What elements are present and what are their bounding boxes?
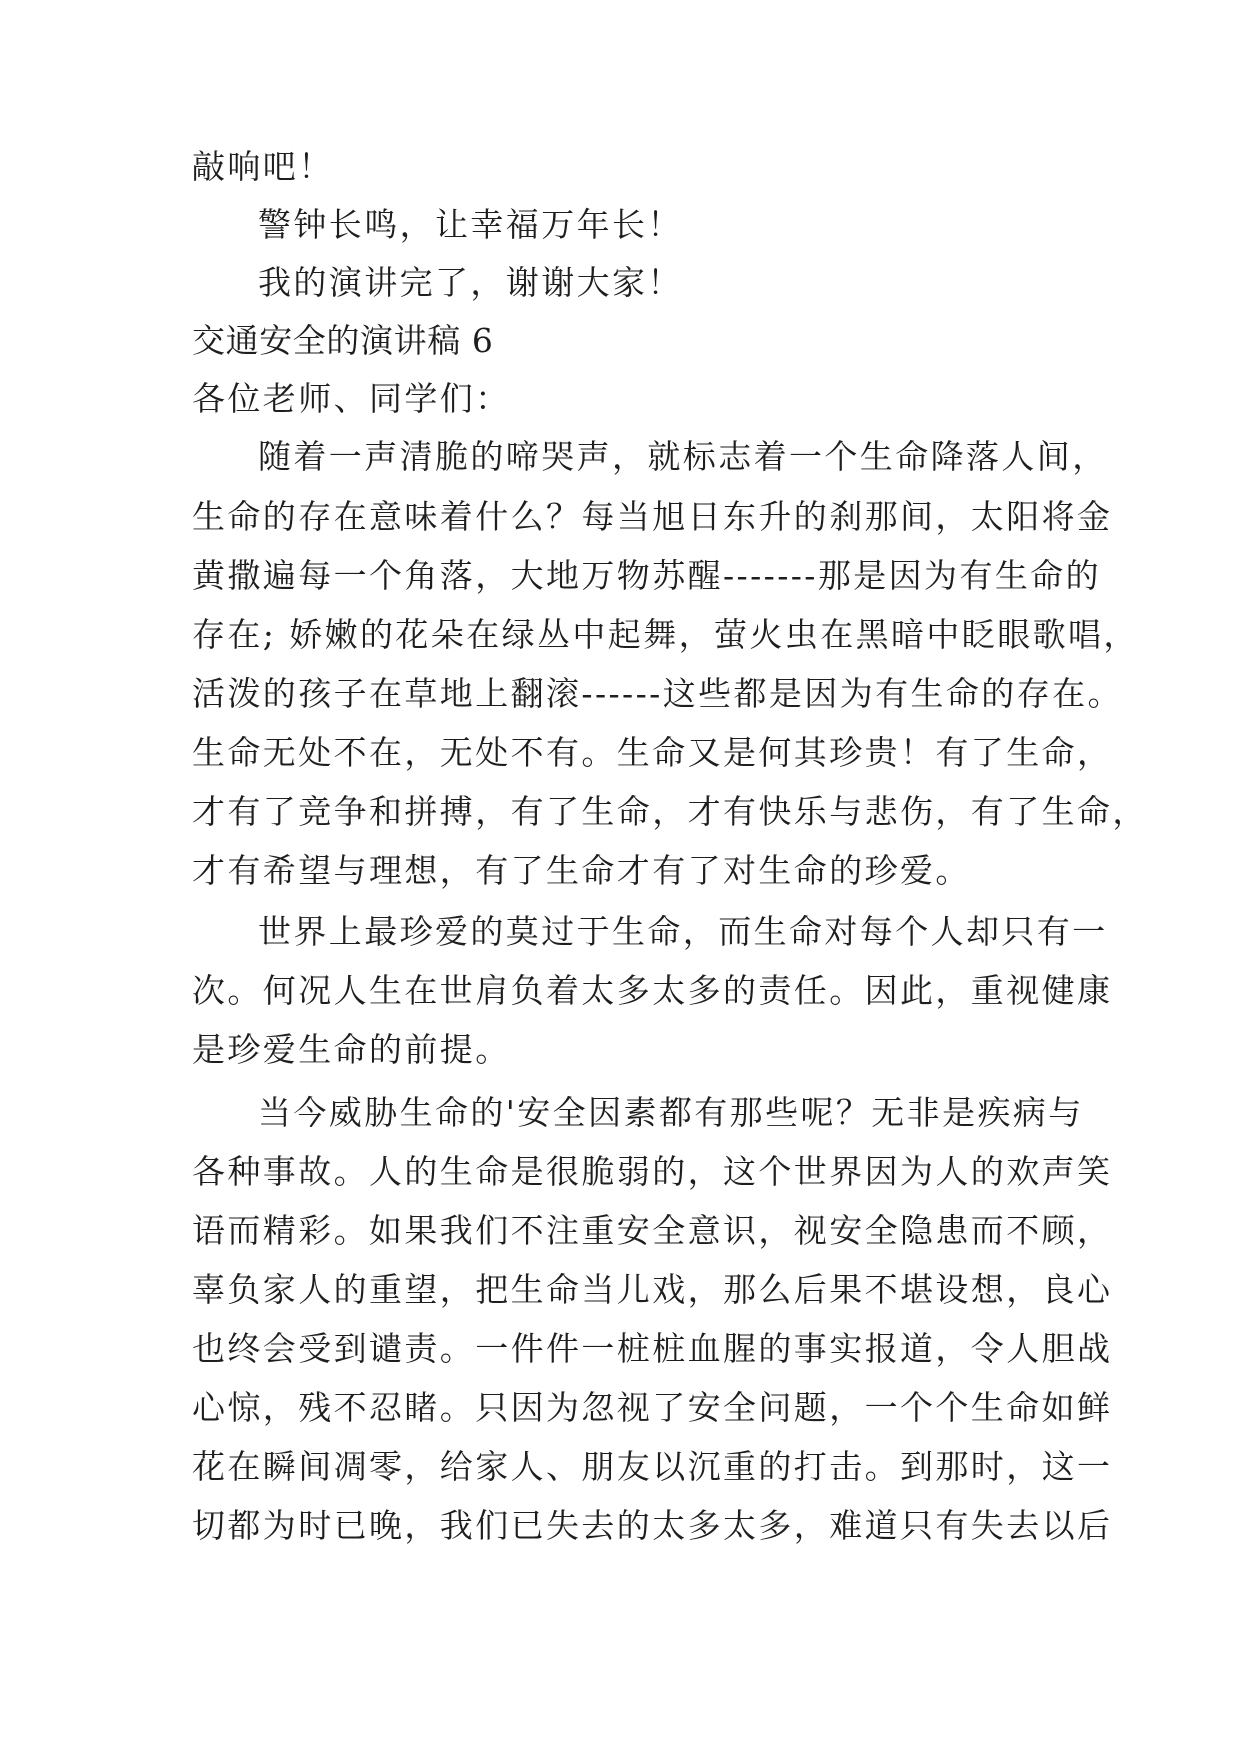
text-line: 辜负家人的重望，把生命当儿戏，那么后果不堪设想，良心 — [192, 1270, 1113, 1309]
text-line: 各种事故。人的生命是很脆弱的，这个世界因为人的欢声笑 — [192, 1152, 1113, 1191]
text-line: 生命的存在意味着什么？每当旭日东升的刹那间，太阳将金 — [192, 497, 1113, 536]
text-line: 随着一声清脆的啼哭声，就标志着一个生命降落人间， — [258, 437, 1108, 476]
text-line: 是珍爱生命的前提。 — [192, 1030, 511, 1069]
text-line: 警钟长鸣，让幸福万年长！ — [258, 205, 683, 244]
text-line: 语而精彩。如果我们不注重安全意识，视安全隐患而不顾， — [192, 1211, 1113, 1250]
text-line: 活泼的孩子在草地上翻滚------这些都是因为有生命的存在。 — [192, 674, 1123, 713]
text-line: 黄撒遍每一个角落，大地万物苏醒-------那是因为有生命的 — [192, 556, 1102, 595]
text-line: 切都为时已晚，我们已失去的太多太多，难道只有失去以后 — [192, 1506, 1113, 1545]
text-line: 才有了竞争和拼搏，有了生命，才有快乐与悲伤，有了生命， — [192, 792, 1148, 831]
text-line: 花在瞬间凋零，给家人、朋友以沉重的打击。到那时，这一 — [192, 1447, 1113, 1486]
text-line: 当今威胁生命的'安全因素都有那些呢？无非是疾病与 — [258, 1093, 1084, 1132]
text-line: 心惊，残不忍睹。只因为忽视了安全问题，一个个生命如鲜 — [192, 1388, 1113, 1427]
text-line: 敲响吧！ — [192, 147, 334, 186]
text-line: 也终会受到谴责。一件件一桩桩血腥的事实报道，令人胆战 — [192, 1329, 1113, 1368]
text-line: 才有希望与理想，有了生命才有了对生命的珍爱。 — [192, 851, 971, 890]
salutation: 各位老师、同学们： — [192, 379, 511, 418]
section-heading: 交通安全的演讲稿 6 — [192, 321, 494, 360]
text-line: 我的演讲完了，谢谢大家！ — [258, 263, 683, 302]
text-line: 存在; 娇嫩的花朵在绿丛中起舞，萤火虫在黑暗中眨眼歌唱， — [192, 615, 1139, 654]
text-line: 世界上最珍爱的莫过于生命，而生命对每个人却只有一 — [258, 912, 1108, 951]
text-line: 次。何况人生在世肩负着太多太多的责任。因此，重视健康 — [192, 971, 1113, 1010]
text-line: 生命无处不在，无处不有。生命又是何其珍贵！有了生命， — [192, 733, 1113, 772]
